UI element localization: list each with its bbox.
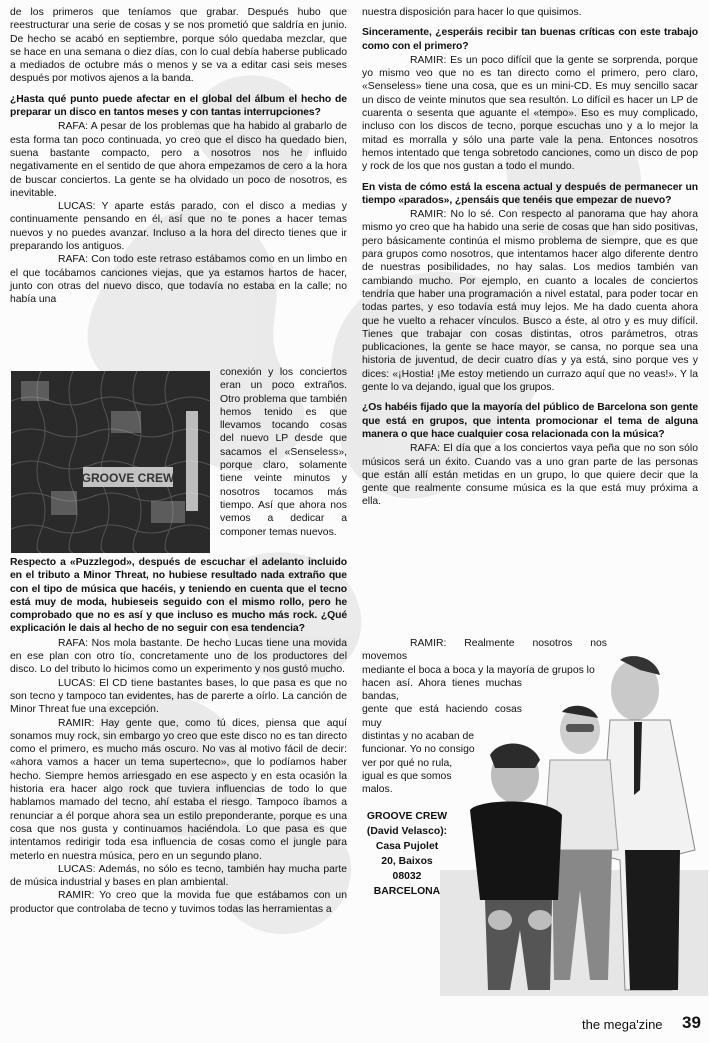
address-line: BARCELONA <box>373 886 441 897</box>
paragraph-line: distintas y no acaban de <box>362 731 475 743</box>
paragraph: de los primeros que teníamos que grabar. Después hubo que reestructurar una serie de cosas y se nos prometió que saldría en junio. De hecho se acabó en septiembre, porque sólo quedaba mezclar, que se hace en una semana o diez días, con lo cual debía haberse publicado a mediados de octubre más o menos y se va a editar casi seis meses después por motivos ajenos a la banda. <box>10 7 347 85</box>
cover-title: GROOVE CREW <box>81 471 175 485</box>
paragraph-line: gente que está haciendo cosas muy <box>362 704 522 729</box>
question-heading: Respecto a «Puzzlegod», después de escuchar el adelanto incluido en el tributo a Minor Threat, no hubiese resultado nada extraño que con el tipo de música que hacéis, y teniendo en cuenta que el tecno está muy de moda, hubieseis seguido con el mismo rollo, pero he comprobado que no es así y que incluso es mucho más rock. ¿Qué explicación le dais al hecho de no seguir con esa tendencia? <box>10 557 347 635</box>
paragraph: LUCAS: Además, no sólo es tecno, también hay mucha parte de música industrial y bases en plan ambiental. <box>10 863 347 889</box>
paragraph: RAFA: Nos mola bastante. De hecho Lucas tiene una movida en ese plan con otro tío, concretamente uno de los productores del disco. Lo del tributo lo hicimos como un experimento y nos gustó mucho. <box>10 637 347 676</box>
paragraph-line: igual es que somos <box>362 770 452 782</box>
paragraph-line: ver por qué no rula, <box>362 757 453 769</box>
question-heading: En vista de cómo está la escena actual y después de permanecer un tiempo «parados», ¿pensáis que tenéis que empezar de nuevo? <box>362 181 698 206</box>
address-line: GROOVE CREW <box>366 811 448 822</box>
question-heading: ¿Hasta qué punto puede afectar en el global del álbum el hecho de preparar un disco en tantos meses y con tantas interrupciones? <box>10 93 347 119</box>
page-number: 39 <box>682 1013 701 1032</box>
question-heading: ¿Os habéis fijado que la mayoría del público de Barcelona son gente que está en grupos, que intenta promocionar el tema de alguna manera o que hace cualquier cosa relacionada con la música? <box>362 402 698 440</box>
left-column-top <box>10 6 347 307</box>
paragraph-line: funcionar. Yo no consigo <box>362 744 475 756</box>
contact-address <box>362 809 452 899</box>
paragraph: RAFA: A pesar de los problemas que ha habido al grabarlo de esta forma tan poco continuada, yo creo que el disco ha quedado bien, suena bastante compacto, pero a nosotros nos he influido negativamente en el sentido de que ahora empezamos de cero a la hora de buscar conciertos. La gente se ha olvidado un poco de nosotros, es inevitable. <box>10 121 347 199</box>
paragraph-line: malos. <box>362 784 393 796</box>
paragraph: RAMIR: Hay gente que, como tú dices, piensa que aquí sonamos muy rock, sin embargo yo creo que este disco no es tan directo como el primero, es mucho más oscuro. No vas al motivo fácil de decir: «ahora vamos a hacer un tema supertecno», que lo podíamos haber hecho. Siempre hemos arriesgado en ese aspecto y en esta ocasión la historia era hacer algo rock que tuviera influencias de todo lo que hablamos mamado del tecno, ahí estaba el riesgo. Tampoco íbamos a renunciar a él porque ahora sea un estilo preponderante, porque es una cosa que nos gusta y continuamos haciéndola. Lo que pasa es que intentamos redirigir toda esa influencia de cosas como el jungle para meterlo en nuestra música, pero en un segundo plano. <box>10 717 347 862</box>
paragraph-line: mediante el boca a boca y la mayoría de grupos lo <box>362 664 595 676</box>
paragraph-line: hacen así. Ahora tienes muchas bandas, <box>362 677 522 703</box>
paragraph: RAMIR: Yo creo que la movida fue que estábamos con un productor que controlaba de tecno y tuvimos todas las herramientas a <box>10 890 347 915</box>
address-line: 20, Baixos <box>381 856 433 867</box>
paragraph: LUCAS: Y aparte estás parado, con el disco a medias y continuamente pensando en él, así que no te pones a hacer temas nuevos y no puedes avanzar. Incluso a la hora del directo tienes que ir preparando los antiguos. <box>10 201 347 253</box>
paragraph: conexión y los conciertos eran un poco extraños. Otro problema que también hemos tenido es que llevamos tocando cosas del nuevo LP desde que sacamos el «Senseless», porque claro, solamente tiene veinte minutos y nosotros tocamos más tiempo. Así que ahora nos vemos a dedicar a componer temas nuevos. <box>220 367 347 538</box>
paragraph: RAFA: El día que a los conciertos vaya peña que no son sólo músicos será un éxito. Cuando vas a uno gran parte de las personas que están allí están metidas en un grupo, lo que quiere decir que la gente que realmente consume música es la que está muy próxima a ella. <box>362 443 698 508</box>
paragraph: RAMIR: Es un poco difícil que la gente se sorprenda, porque yo mismo veo que no es tan directo como el primero, pero claro, «Senseless» tiene una cosa, que es un mini-CD. Es muy sencillo sacar un disco de veinte minutos que sea resultón. Lo difícil es hacer un LP de cuarenta o sesenta que aguante el «tempo». Eso es muy complicado, incluso con los discos de tecno, porque escuchas uno y a lo mejor la mitad es morralla y sólo una parte vale la pena. Entonces nosotros hemos intentado que tenga sobretodo canciones, como un disco de pop y rock de los que nos gustan a todo el mundo. <box>362 54 698 173</box>
right-column-bottom <box>362 637 607 797</box>
address-line: 08032 <box>392 871 422 882</box>
wrapped-text <box>220 366 347 539</box>
paragraph: RAFA: Con todo este retraso estábamos como en un limbo en el que tocábamos canciones viejas, que ya estamos hartos de hacer, junto con otras del nuevo disco, que todavía no estaba en la calle; no había una <box>10 254 347 306</box>
left-column-bottom <box>10 556 347 916</box>
paragraph-line: RAMIR: Realmente nosotros nos movemos <box>362 638 607 663</box>
address-line: (David Velasco): <box>366 826 448 837</box>
question-heading: Sinceramente, ¿esperáis recibir tan buenas críticas con este trabajo como con el primero? <box>362 27 698 52</box>
album-cover-image <box>11 371 210 553</box>
paragraph: nuestra disposición para hacer lo que quisimos. <box>362 7 582 18</box>
magazine-name: the mega'zine <box>582 1017 663 1032</box>
right-column-top <box>362 6 698 509</box>
paragraph: LUCAS: El CD tiene bastantes bases, lo que pasa es que no son tecno y tampoco tan evidentes, has de parerte a oírlo. La canción de Minor Threat fue una excepción. <box>10 677 347 716</box>
paragraph: RAMIR: No lo sé. Con respecto al panorama que hay ahora mismo yo creo que ha habido una serie de cosas que han sido positivas, pero básicamente continúa el mismo problema de siempre, que es que para grupos como nosotros, que intentamos hacer algo diferente dentro de nuestras posibilidades, no hay salas. Los medios también van cambiando mucho. Por ejemplo, en cuanto a locales de conciertos tendría que haber una programación a nivel estatal, para poder tocar en todas partes, y eso todavía está muy lejos. Me ha dado cuenta ahora que he vuelto a rehacer vínculos. Busco a éste, al otro y es muy difícil. Tienes que trabajar con cosas distintas, otros parámetros, otras publicaciones, la gente se hace mayor, se cansa, no porque sea una historia de juventud, de decir cuatro días y ya está, sino porque ves y dices: «¡Hostia! ¡Me estoy metiendo un currazo aquí que no veas!». Y la gente lo va dejando, igual que los grupos. <box>362 209 698 394</box>
address-line: Casa Pujolet <box>375 841 439 852</box>
